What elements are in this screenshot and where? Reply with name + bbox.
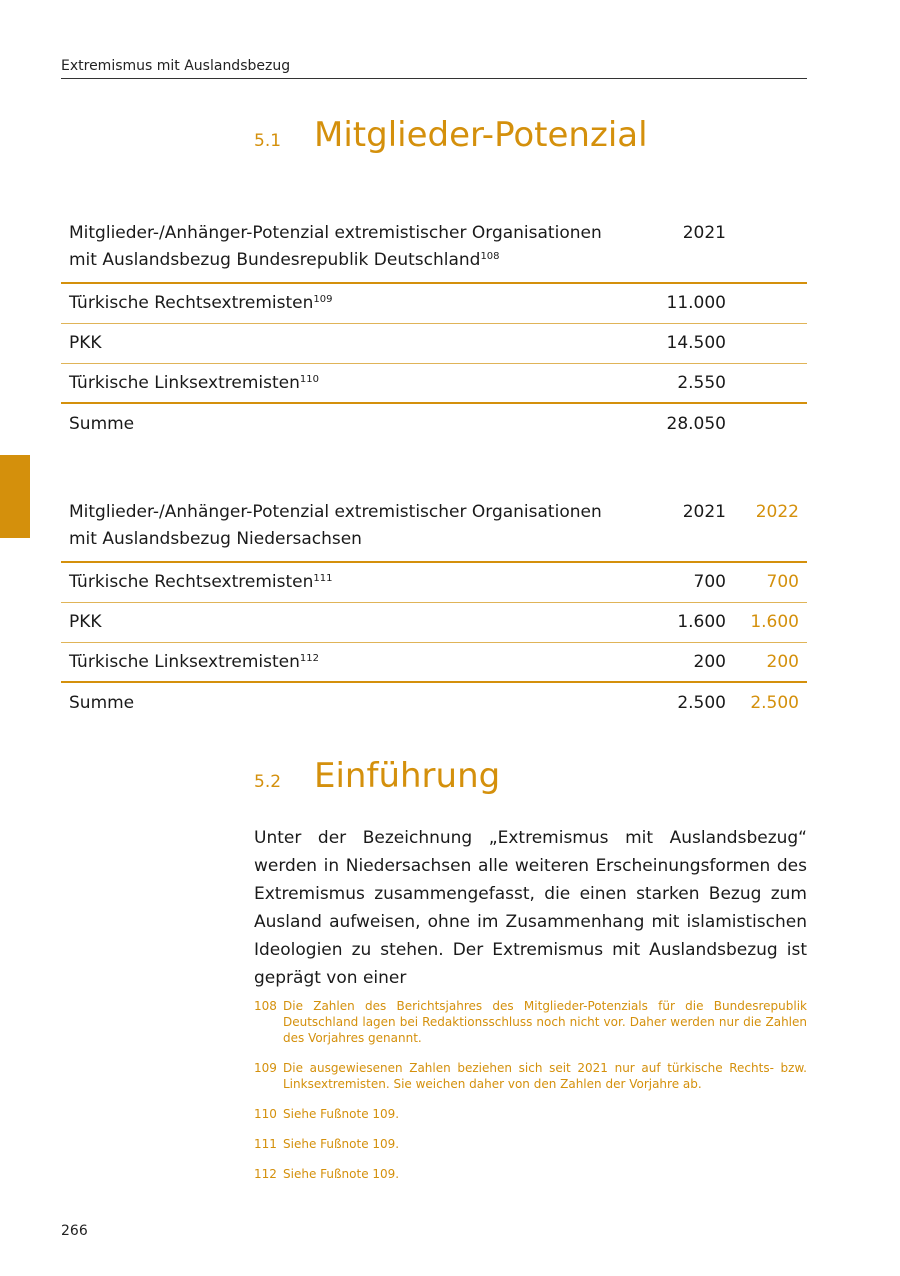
footnote-ref[interactable]: 112 bbox=[299, 652, 319, 664]
table-row: Türkische Rechtsextremisten$^{111}$ 700 700 bbox=[61, 562, 807, 602]
body-paragraph: Unter der Bezeichnung „Extremismus mit Auslandsbezug“ werden in Niedersachsen alle weiteren Erscheinungsformen des Extremismus zusammengefasst, die einen starken Bezug zum Ausland aufweisen, ohne im Zusammenhang mit islamistischen Ideologien zu stehen. Der Extremismus mit Auslandsbezug ist geprägt von einer bbox=[254, 828, 807, 988]
table-header-label: Mitglieder-/Anhänger-Potenzial extremistischer Organisationen mit Auslandsbezug Niedersachsen bbox=[69, 502, 602, 549]
table-header-label: Mitglieder-/Anhänger-Potenzial extremistischer Organisationen mit Auslandsbezug Bundesrepublik Deutschland$^{108}$ bbox=[69, 223, 602, 270]
footnote-ref[interactable]: 109 bbox=[313, 294, 333, 306]
section-number: 5.1 bbox=[254, 131, 282, 151]
table-row: Türkische Linksextremisten$^{112}$ 200 200 bbox=[61, 642, 807, 682]
footnote-ref[interactable]: 108 bbox=[480, 251, 500, 262]
section-title: Mitglieder-Potenzial bbox=[314, 115, 648, 155]
table-header-row bbox=[61, 499, 807, 562]
column-header-2021: 2021 bbox=[682, 223, 726, 243]
footnote: 109 Die ausgewiesenen Zahlen beziehen sich seit 2021 nur auf türkische Rechts- bzw. Linksextremisten. Sie weichen daher von den Zahlen der Vorjahre ab. bbox=[254, 1061, 807, 1091]
page-number: 266 bbox=[61, 1223, 88, 1239]
table-membership-germany bbox=[61, 220, 807, 443]
footnote-ref[interactable]: 111 bbox=[313, 573, 333, 585]
section-heading-5-2 bbox=[254, 756, 500, 796]
footnotes bbox=[254, 998, 807, 1196]
table-row: Türkische Rechtsextremisten$^{109}$ 11.000 bbox=[61, 283, 807, 323]
column-header-2021: 2021 bbox=[682, 502, 726, 522]
column-header-empty bbox=[734, 220, 807, 283]
footnote-ref[interactable]: 110 bbox=[299, 373, 319, 385]
table-total-row: Summe 28.050 bbox=[69, 413, 726, 434]
column-header-2022: 2022 bbox=[755, 502, 799, 522]
section-title: Einführung bbox=[314, 756, 501, 796]
footnote: 108 Die Zahlen des Berichtsjahres des Mitglieder-Potenzials für die Bundesrepublik Deutschland lagen bei Redaktionsschluss noch nicht vor. Daher werden nur die Zahlen des Vorjahres genannt. bbox=[254, 999, 807, 1045]
table-membership-lower-saxony bbox=[61, 499, 807, 722]
section-number: 5.2 bbox=[254, 772, 282, 792]
table-total-row: Summe 2.500 2.500 bbox=[69, 692, 799, 713]
table-header-row bbox=[61, 220, 807, 283]
table-row: PKK 14.500 bbox=[61, 323, 807, 363]
running-head: Extremismus mit Auslandsbezug bbox=[61, 58, 807, 79]
table-row: Türkische Linksextremisten$^{110}$ 2.550 bbox=[61, 363, 807, 403]
footnote: 110 Siehe Fußnote 109. bbox=[254, 1107, 400, 1121]
footnote: 111 Siehe Fußnote 109. bbox=[254, 1137, 400, 1151]
table-row: PKK 1.600 1.600 bbox=[61, 602, 807, 642]
footnote: 112 Siehe Fußnote 109. bbox=[254, 1167, 400, 1181]
section-heading-5-1 bbox=[254, 115, 648, 155]
chapter-side-tab bbox=[0, 455, 30, 538]
